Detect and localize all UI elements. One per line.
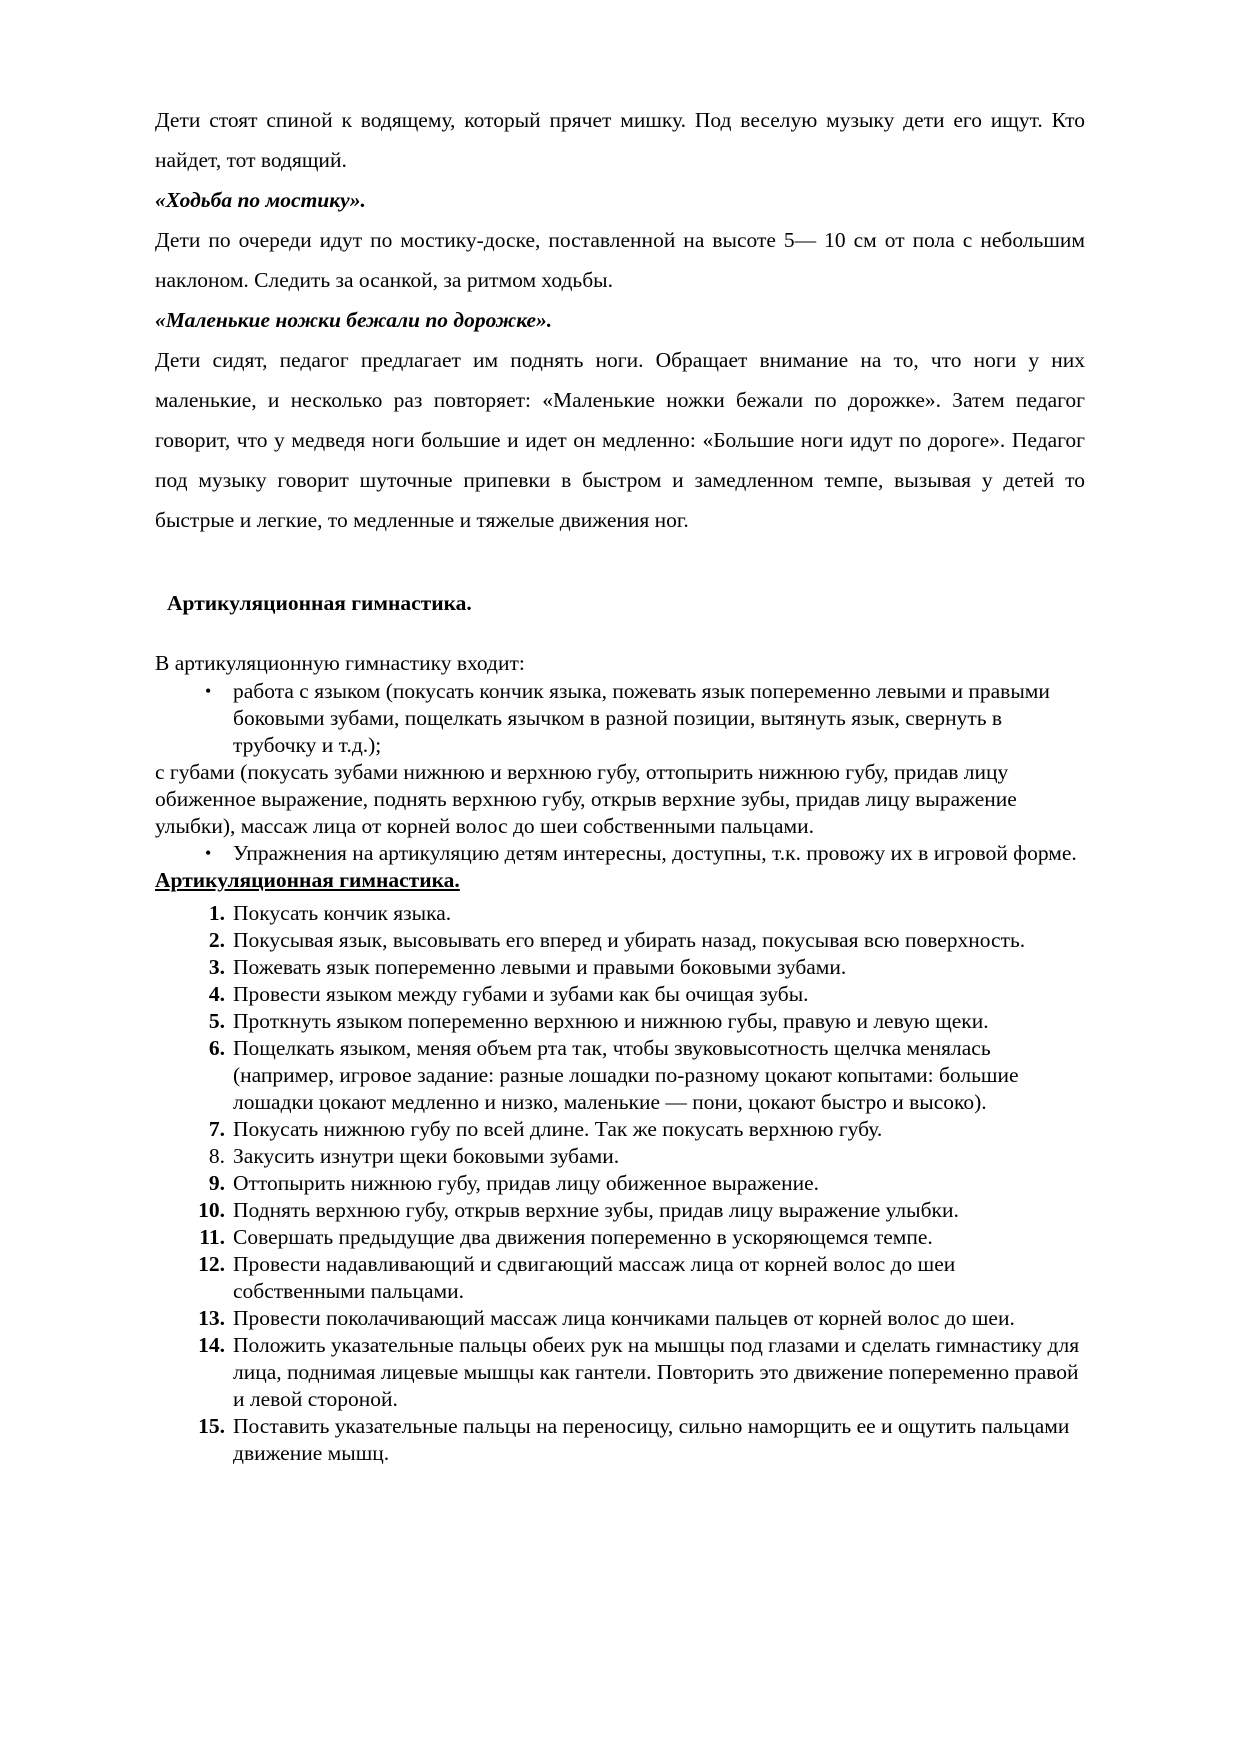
list-item-number: 13.	[198, 1306, 225, 1330]
list-item	[155, 840, 1085, 867]
continuation-lips-block: с губами (покусать зубами нижнюю и верхнюю губу, оттопырить нижнюю губу, придав лицу обиженное выражение, поднять верхнюю губу, открыв верхние зубы, придав лицу выражение улыбки), массаж лица от корней волос до шеи собственными пальцами.	[155, 760, 1017, 838]
heading-articulation-gymnastics: Артикуляционная гимнастика.	[167, 591, 472, 615]
list-item	[155, 1116, 1085, 1143]
list-item-text: Проткнуть языком попеременно верхнюю и нижнюю губы, правую и левую щеки.	[233, 1009, 989, 1033]
list-item-text: Пощелкать языком, меняя объем рта так, чтобы звуковысотность щелчка менялась (например, игровое задание: разные лошадки по-разному цокают копытами: большие лошадки цокают медленно и низко, маленькие — пони, цокают быстро и высоко).	[233, 1036, 1019, 1114]
list-item	[155, 981, 1085, 1008]
list-item	[155, 1197, 1085, 1224]
list-item-number: 9.	[208, 1171, 225, 1195]
list-item-number: 3.	[208, 955, 225, 979]
list-item	[155, 1143, 1085, 1170]
intro-line-includes: В артикуляционную гимнастику входит:	[155, 651, 525, 675]
list-item	[155, 1224, 1085, 1251]
list-item-number: 7.	[208, 1117, 225, 1141]
list-item	[155, 1332, 1085, 1413]
list-item-number: 10.	[198, 1198, 225, 1222]
list-item	[155, 900, 1085, 927]
list-item-number: 14.	[198, 1333, 225, 1357]
list-item-text: Покусывая язык, высовывать его вперед и убирать назад, покусывая всю поверхность.	[233, 928, 1026, 952]
list-item	[155, 1413, 1085, 1467]
list-item-text: Оттопырить нижнюю губу, придав лицу обиженное выражение.	[233, 1171, 820, 1195]
list-item-number: 15.	[198, 1414, 225, 1438]
list-item-text: Положить указательные пальцы обеих рук на мышцы под глазами и сделать гимнастику для лица, поднимая лицевые мышцы как гантели. Повторить это движение попеременно правой и левой стороной.	[233, 1333, 1080, 1411]
list-item	[155, 1008, 1085, 1035]
bullet-icon: •	[205, 681, 212, 701]
list-item-number: 4.	[208, 982, 225, 1006]
document-content	[155, 100, 1085, 1467]
list-item-text: Совершать предыдущие два движения попеременно в ускоряющемся темпе.	[233, 1225, 933, 1249]
list-item-text: Поднять верхнюю губу, открыв верхние зубы, придав лицу выражение улыбки.	[233, 1198, 959, 1222]
bullet-list-game-form	[155, 840, 1085, 867]
paragraph-hide-and-seek: Дети стоят спиной к водящему, который прячет мишку. Под веселую музыку дети его ищут. Кто найдет, тот водящий.	[155, 108, 1085, 172]
list-item-number: 1.	[208, 901, 225, 925]
spacer-before-section	[155, 540, 1085, 586]
list-item-number: 6.	[208, 1036, 225, 1060]
bullet-list-tongue	[155, 678, 1085, 759]
subheading-bridge-walk: «Ходьба по мостику».	[155, 188, 366, 212]
list-item-text: Провести надавливающий и сдвигающий массаж лица от корней волос до шеи собственными пальцами.	[233, 1252, 956, 1303]
paragraph-bridge-walk: Дети по очереди идут по мостику-доске, поставленной на высоте 5— 10 см от пола с небольшим наклоном. Следить за осанкой, за ритмом ходьбы.	[155, 228, 1085, 292]
list-item-number: 2.	[208, 928, 225, 952]
bullet-icon: •	[205, 843, 212, 863]
list-item	[155, 1170, 1085, 1197]
list-item	[155, 1035, 1085, 1116]
spacer-after-section-heading	[155, 620, 1085, 648]
list-item	[155, 927, 1085, 954]
list-item-text: Провести языком между губами и зубами как бы очищая зубы.	[233, 982, 809, 1006]
list-item-number: 8.	[208, 1144, 225, 1168]
list-item-text: Покусать кончик языка.	[233, 901, 452, 925]
heading-articulation-gymnastics-underlined: Артикуляционная гимнастика.	[155, 868, 460, 892]
list-item-number: 12.	[198, 1252, 225, 1276]
list-item-text: Закусить изнутри щеки боковыми зубами.	[233, 1144, 620, 1168]
numbered-list-exercises	[155, 900, 1085, 1467]
paragraph-little-feet: Дети сидят, педагог предлагает им поднять ноги. Обращает внимание на то, что ноги у них маленькие, и несколько раз повторяет: «Маленькие ножки бежали по дорожке». Затем педагог говорит, что у медведя ноги большие и идет он медленно: «Большие ноги идут по дороге». Педагог под музыку говорит шуточные припевки в быстром и замедленном темпе, вызывая у детей то быстрые и легкие, то медленные и тяжелые движения ног.	[155, 348, 1085, 532]
list-item	[155, 1305, 1085, 1332]
list-item-text: Упражнения на артикуляцию детям интересны, доступны, т.к. провожу их в игровой форме.	[233, 841, 1077, 865]
list-item	[155, 678, 1085, 759]
list-item-number: 11.	[199, 1225, 225, 1249]
list-item	[155, 1251, 1085, 1305]
list-item-text: работа с языком (покусать кончик языка, пожевать язык попеременно левыми и правыми боковыми зубами, пощелкать язычком в разной позиции, вытянуть язык, свернуть в трубочку и т.д.);	[233, 679, 1050, 757]
list-item-text: Покусать нижнюю губу по всей длине. Так же покусать верхнюю губу.	[233, 1117, 883, 1141]
list-item-text: Поставить указательные пальцы на переносицу, сильно наморщить ее и ощутить пальцами движение мышц.	[233, 1414, 1070, 1465]
list-item-number: 5.	[208, 1009, 225, 1033]
list-item-text: Пожевать язык попеременно левыми и правыми боковыми зубами.	[233, 955, 847, 979]
list-item	[155, 954, 1085, 981]
subheading-little-feet: «Маленькие ножки бежали по дорожке».	[155, 308, 553, 332]
list-item-text: Провести поколачивающий массаж лица кончиками пальцев от корней волос до шеи.	[233, 1306, 1015, 1330]
